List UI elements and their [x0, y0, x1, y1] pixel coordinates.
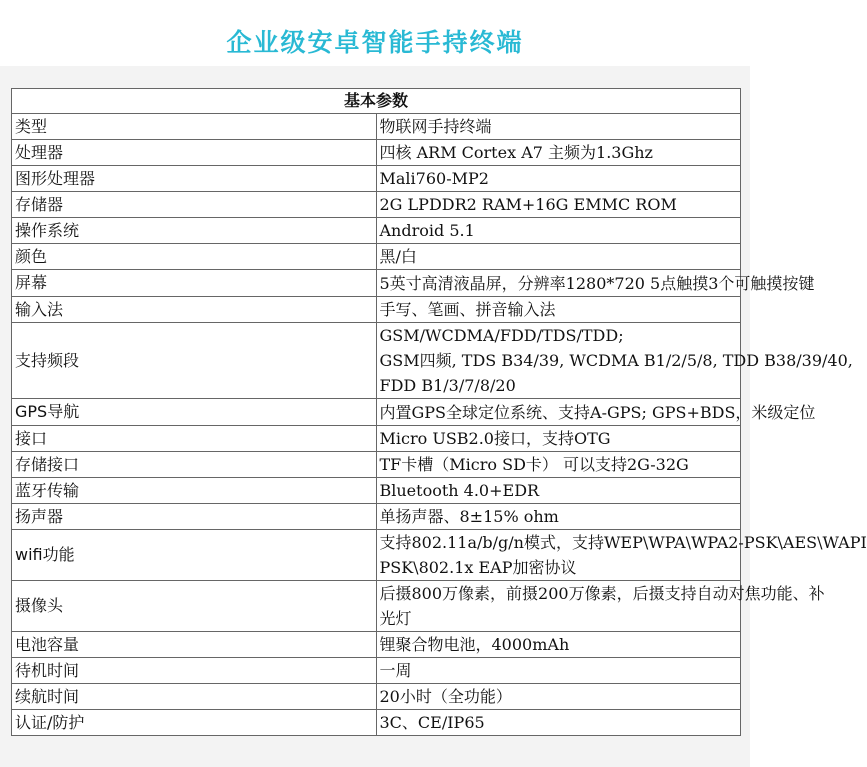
- spec-key: 支持频段: [12, 323, 377, 399]
- spec-value: [376, 426, 741, 452]
- spec-key: 接口: [12, 426, 377, 452]
- spec-value: [376, 270, 815, 297]
- spec-value-line: PSK\802.1x EAP加密协议: [379, 558, 577, 577]
- spec-key: 类型: [12, 114, 377, 140]
- spec-value-line: 支持802.11a/b/g/n模式，支持WEP\WPA\WPA2-PSK\AES\WAPI: [379, 533, 867, 552]
- spec-value-line: 单扬声器、8±15% ohm: [379, 507, 559, 526]
- spec-value: [376, 140, 741, 166]
- table-row: [12, 478, 741, 504]
- spec-key: 电池容量: [12, 632, 377, 658]
- spec-value: [376, 297, 741, 323]
- spec-value-line: 内置GPS全球定位系统、支持A-GPS; GPS+BDS，米级定位: [379, 402, 816, 422]
- table-row: [12, 140, 741, 166]
- spec-key: 图形处理器: [12, 166, 377, 192]
- spec-value-line: 后摄800万像素，前摄200万像素，后摄支持自动对焦功能、补: [379, 584, 825, 603]
- table-row: [12, 244, 741, 270]
- spec-value-line: Mali760-MP2: [379, 169, 489, 188]
- table-row: [12, 581, 741, 632]
- spec-key: 续航时间: [12, 684, 377, 710]
- spec-key: 扬声器: [12, 504, 377, 530]
- spec-key: 蓝牙传输: [12, 478, 377, 504]
- spec-value: [376, 166, 741, 192]
- spec-key: 待机时间: [12, 658, 377, 684]
- table-row: [12, 452, 741, 478]
- table-row: [12, 192, 741, 218]
- table-row: [12, 530, 741, 581]
- spec-value-line: 手写、笔画、拼音输入法: [379, 300, 556, 319]
- spec-value-line: 黑/白: [379, 247, 417, 266]
- spec-value-line: Android 5.1: [379, 221, 475, 240]
- spec-value-line: 物联网手持终端: [379, 117, 492, 136]
- spec-value-line: Micro USB2.0接口，支持OTG: [379, 429, 611, 448]
- content-area: [0, 66, 867, 767]
- spec-value-line: 光灯: [379, 609, 412, 628]
- table-header-row: [12, 89, 741, 114]
- spec-value: [376, 399, 816, 426]
- table-row: [12, 504, 741, 530]
- spec-value-line: 2G LPDDR2 RAM+16G EMMC ROM: [379, 195, 677, 214]
- spec-key: 摄像头: [12, 581, 377, 632]
- table-row: [12, 684, 741, 710]
- spec-value-line: Bluetooth 4.0+EDR: [379, 481, 540, 500]
- spec-value: [376, 504, 741, 530]
- spec-key: 输入法: [12, 297, 377, 323]
- spec-value-line: 5英寸高清液晶屏，分辨率1280*720 5点触摸3个可触摸按键: [379, 273, 815, 293]
- spec-value: [376, 323, 853, 399]
- table-row: [12, 399, 741, 426]
- table-row: [12, 710, 741, 736]
- spec-value-line: 四核 ARM Cortex A7 主频为1.3Ghz: [379, 143, 653, 162]
- spec-value: [376, 530, 867, 581]
- spec-value: [376, 452, 741, 478]
- table-header: 基本参数: [12, 89, 741, 114]
- table-row: [12, 323, 741, 399]
- spec-value: [376, 581, 825, 632]
- spec-value-line: 3C、CE/IP65: [379, 713, 485, 732]
- spec-value: [376, 710, 741, 736]
- page-title: 企业级安卓智能手持终端: [226, 28, 524, 57]
- specs-table: [11, 88, 867, 736]
- spec-key: GPS导航: [12, 399, 377, 426]
- spec-key: wifi功能: [12, 530, 377, 581]
- table-row: [12, 297, 741, 323]
- table-row: [12, 270, 741, 297]
- spec-key: 存储器: [12, 192, 377, 218]
- spec-value: [376, 192, 741, 218]
- spec-value-line: GSM/WCDMA/FDD/TDS/TDD;: [379, 326, 624, 345]
- table-row: [12, 426, 741, 452]
- spec-value: [376, 114, 741, 140]
- table-row: [12, 658, 741, 684]
- table-row: [12, 632, 741, 658]
- spec-key: 处理器: [12, 140, 377, 166]
- spec-value-line: 锂聚合物电池，4000mAh: [379, 635, 570, 654]
- spec-key: 屏幕: [12, 270, 377, 297]
- spec-value: [376, 478, 741, 504]
- spec-value-line: GSM四频, TDS B34/39, WCDMA B1/2/5/8, TDD B38/39/40,: [379, 351, 853, 370]
- spec-key: 存储接口: [12, 452, 377, 478]
- spec-value: [376, 684, 741, 710]
- spec-value: [376, 218, 741, 244]
- spec-value: [376, 244, 741, 270]
- spec-value: [376, 658, 741, 684]
- table-row: [12, 114, 741, 140]
- spec-value-line: FDD B1/3/7/8/20: [379, 376, 516, 395]
- spec-value-line: 20小时（全功能）: [379, 687, 512, 706]
- spec-value: [376, 632, 741, 658]
- spec-key: 颜色: [12, 244, 377, 270]
- spec-value-line: TF卡槽（Micro SD卡） 可以支持2G-32G: [379, 455, 689, 474]
- table-row: [12, 166, 741, 192]
- title-band: [0, 0, 750, 67]
- spec-key: 操作系统: [12, 218, 377, 244]
- spec-value-line: 一周: [379, 661, 412, 680]
- table-row: [12, 218, 741, 244]
- spec-key: 认证/防护: [12, 710, 377, 736]
